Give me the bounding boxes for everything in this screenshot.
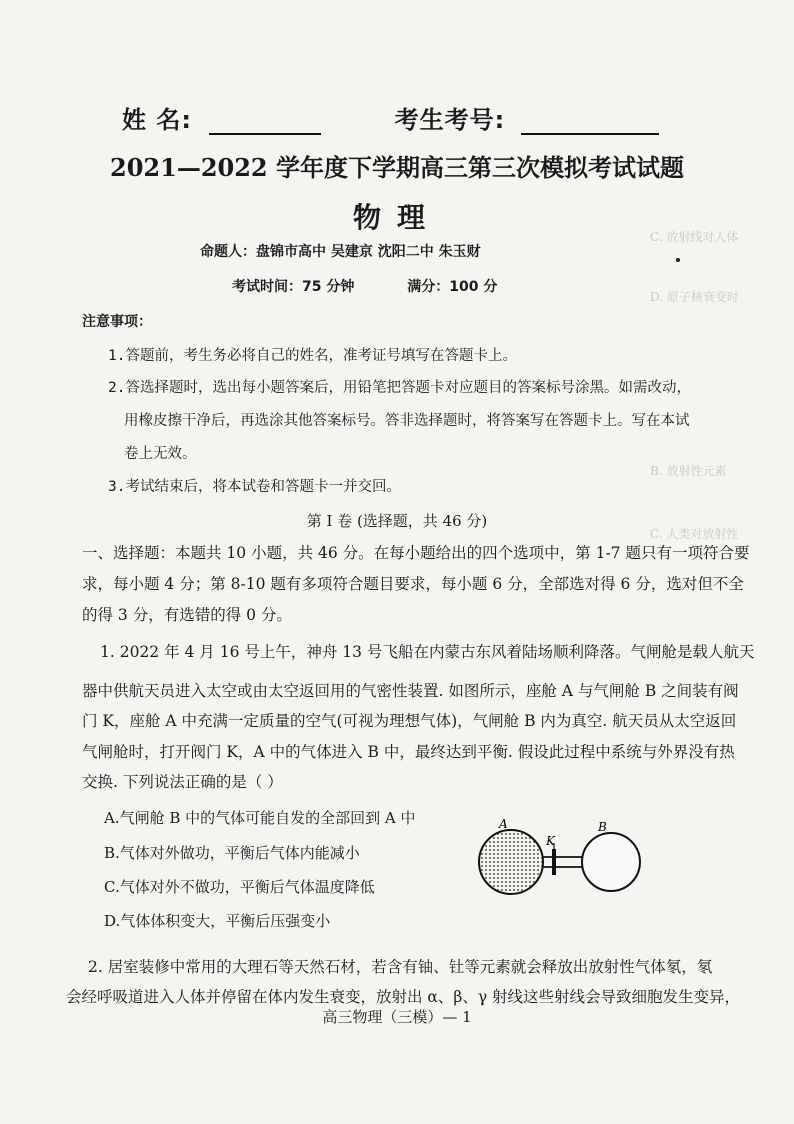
label-k: K [546, 834, 555, 848]
section-instructions: 一、选择题：本题共 10 小题，共 46 分。在每小题给出的四个选项中，第 1-7 题只有一项符合要 [82, 544, 750, 562]
subject-title: 物理 [352, 201, 441, 234]
scan-speck [676, 258, 680, 262]
option-a: A.气闸舱 B 中的气体可能自发的全部回到 A 中 [104, 809, 416, 827]
bleed-text: C. 人类对放射性 [650, 527, 739, 541]
airlock-figure [468, 812, 648, 902]
notice-item: 卷上无效。 [124, 446, 197, 462]
label-a: A [499, 817, 508, 831]
page-footer: 高三物理（三模）— 1 [322, 1008, 472, 1026]
section-instructions: 的得 3 分，有选错的得 0 分。 [82, 606, 292, 624]
name-row [122, 100, 659, 135]
question-1-text: 门 K，座舱 A 中充满一定质量的空气(可视为理想气体)，气闸舱 B 内为真空. 航天员从太空返回 [82, 712, 737, 730]
full-score: 满分：100 分 [407, 279, 498, 295]
question-2-text: 会经呼吸道进入人体并停留在体内发生衰变，放射出 α、β、γ 射线这些射线会导致细胞发生变异， [66, 988, 741, 1006]
exam-info [232, 276, 497, 296]
bleed-text: B. 放射性元素 [650, 464, 727, 478]
bleed-text: C. 放射线对人体 [650, 230, 739, 244]
question-1-text: 1. 2022 年 4 月 16 号上午，神舟 13 号飞船在内蒙古东风着陆场顺利降落。气闸舱是载人航天 [100, 643, 755, 661]
valve-k [552, 849, 556, 875]
section-title: 第 I 卷 (选择题，共 46 分) [306, 512, 488, 530]
airlock-b [582, 833, 640, 891]
question-2-text: 2. 居室装修中常用的大理石等天然石材，若含有铀、钍等元素就会释放出放射性气体氡，氡 [88, 958, 713, 976]
authors: 命题人：盘锦市高中 吴建京 沈阳二中 朱玉财 [200, 244, 481, 260]
question-1-text: 气闸舱时，打开阀门 K，A 中的气体进入 B 中，最终达到平衡. 假设此过程中系统与外界没有热 [82, 743, 735, 761]
question-1-text: 交换. 下列说法正确的是（ ） [82, 773, 283, 791]
notice-title: 注意事项： [82, 314, 152, 330]
exam-time: 考试时间：75 分钟 [232, 279, 355, 295]
name-label: 姓 名: [122, 106, 192, 134]
option-c: C.气体对外不做功，平衡后气体温度降低 [104, 878, 375, 896]
cabin-a [479, 830, 543, 894]
option-d: D.气体体积变大，平衡后压强变小 [104, 912, 331, 930]
bleed-text: D. 原子核衰变时 [650, 290, 739, 304]
name-field[interactable] [209, 105, 321, 135]
notice-item: 2.答选择题时，选出每小题答案后，用铅笔把答题卡对应题目的答案标号涂黑。如需改动， [108, 380, 691, 396]
notice-item: 3.考试结束后，将本试卷和答题卡一并交回。 [108, 479, 401, 495]
exam-title: 2021—2022 学年度下学期高三第三次模拟考试试题 [110, 153, 684, 182]
notice-item: 用橡皮擦干净后，再选涂其他答案标号。答非选择题时，将答案写在答题卡上。写在本试 [124, 413, 690, 429]
exam-number-label: 考生考号: [394, 106, 506, 134]
question-1-text: 器中供航天员进入太空或由太空返回用的气密性装置. 如图所示，座舱 A 与气闸舱 B 之间装有阀 [82, 682, 739, 700]
exam-number-field[interactable] [521, 105, 659, 135]
label-b: B [598, 820, 607, 834]
option-b: B.气体对外做功，平衡后气体内能减小 [104, 844, 360, 862]
section-instructions: 求，每小题 4 分；第 8-10 题有多项符合题目要求，每小题 6 分，全部选对得 6 分，选对但不全 [82, 575, 744, 593]
notice-item: 1.答题前，考生务必将自己的姓名，准考证号填写在答题卡上。 [108, 348, 517, 364]
